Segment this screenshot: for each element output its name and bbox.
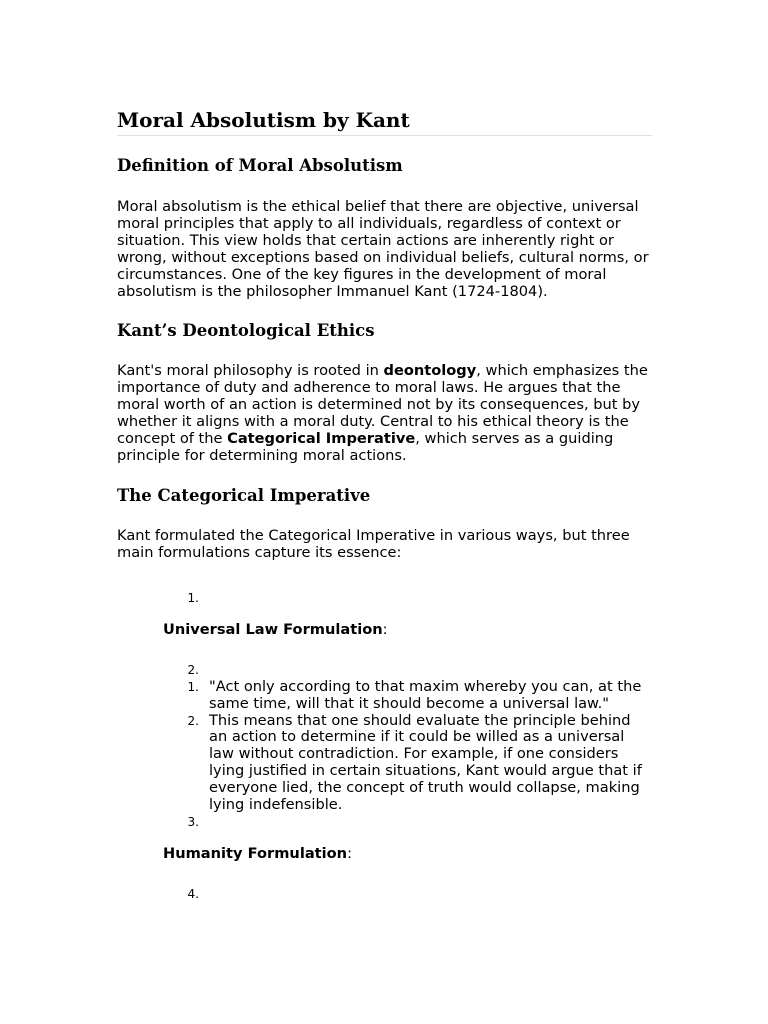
definition-paragraph: Moral absolutism is the ethical belief that there are objective, universal moral principles that apply to all individuals, regardless of context or situation. This view holds that certain actions are inherently right or wrong, without exceptions based on individual beliefs, cultural norms, or circumstances. One of the key figures in the development of moral absolutism is the philosopher Immanuel Kant (1724-1804).: [117, 198, 649, 300]
list-item: [117, 679, 652, 713]
section-heading-definition: Definition of Moral Absolutism: [117, 156, 403, 175]
list-number: 2.: [187, 662, 199, 677]
deontology-text-1: Kant's moral philosophy is rooted in: [117, 362, 384, 380]
list-item-text: "Act only according to that maxim whereby you can, at the same time, will that it should become a universal law.": [209, 677, 642, 712]
deontology-bold-term: deontology: [383, 362, 477, 380]
formulations-list: [117, 590, 652, 903]
list-number: 1.: [187, 590, 199, 605]
list-number: 4.: [187, 886, 199, 901]
imperative-intro-paragraph: Kant formulated the Categorical Imperative in various ways, but three main formulations capture its essence:: [117, 526, 630, 561]
deontology-paragraph: [117, 363, 652, 464]
list-item-empty-4: [117, 886, 652, 903]
categorical-imperative-bold-term: Categorical Imperative: [227, 430, 416, 448]
list-item: [117, 713, 652, 814]
universal-law-label: Universal Law Formulation: [163, 620, 383, 638]
list-number: 2.: [187, 713, 199, 728]
document-content: [117, 108, 652, 903]
deontology-text-3: , which serves as a guiding principle for determining moral actions.: [117, 430, 614, 464]
deontology-text-2: , which emphasizes the importance of duty and adherence to moral laws. He argues that the moral worth of an action is determined not by its consequences, but by whether it aligns with a moral duty. Central to his ethical theory is the concept of the: [117, 362, 648, 448]
list-item-empty-1: [117, 590, 652, 607]
humanity-heading: [163, 845, 652, 862]
section-heading-imperative: The Categorical Imperative: [117, 485, 371, 505]
universal-law-colon: :: [382, 620, 388, 638]
document-title: Moral Absolutism by Kant: [117, 108, 652, 136]
section-heading-deontology: Kant’s Deontological Ethics: [117, 321, 375, 341]
list-item-empty-3: [117, 814, 652, 831]
universal-law-heading: [163, 621, 652, 638]
humanity-label: Humanity Formulation: [163, 844, 348, 862]
list-item-empty-2: [117, 662, 652, 679]
list-item-text: This means that one should evaluate the principle behind an action to determine if it could be willed as a universal law without contradiction. For example, if one considers lying justified in certain situations, Kant would argue that if everyone lied, the concept of truth would collapse, making lying indefensible.: [209, 711, 642, 814]
list-number: 3.: [187, 814, 199, 829]
list-number: 1.: [187, 679, 199, 694]
humanity-colon: :: [347, 844, 352, 862]
